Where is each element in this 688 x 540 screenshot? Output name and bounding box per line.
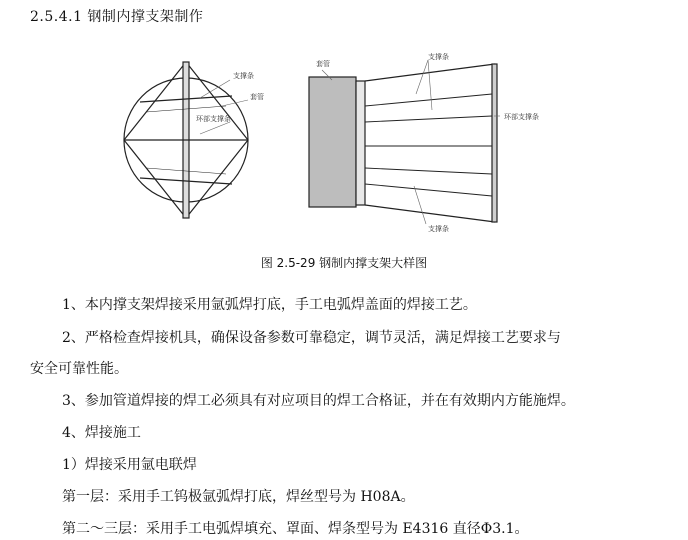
label-sleeve-left: 套管: [250, 93, 264, 101]
figure-caption: 图 2.5-29 钢制内撑支架大样图: [260, 256, 428, 270]
label-sleeve-right: 套管: [316, 60, 330, 68]
paragraph-7: 第二～三层：采用手工电弧焊填充、罩面、焊条型号为 E4316 直径Φ3.1。: [62, 521, 529, 537]
sleeve-block: [309, 77, 356, 207]
paragraph-4: 4、焊接施工: [62, 425, 141, 441]
label-support-bar-top: 支撑条: [428, 53, 449, 61]
label-support-bar-bottom: 支撑条: [428, 225, 449, 233]
frame-bottom: [365, 205, 495, 222]
support-frame-drawing: [0, 50, 688, 250]
end-view: [124, 62, 248, 218]
paragraph-5: 1）焊接采用氩电联焊: [62, 457, 197, 473]
sleeve-collar: [356, 81, 365, 205]
frame-top: [365, 64, 495, 81]
right-tip-bottom: [186, 140, 248, 218]
label-ring-support-bar-right: 环部支撑条: [504, 113, 539, 121]
paragraph-2-continued: 安全可靠性能。: [30, 361, 128, 377]
section-heading: 2.5.4.1 钢制内撑支架制作: [30, 9, 204, 25]
paragraph-6: 第一层：采用手工钨极氩弧焊打底，焊丝型号为 H08A。: [62, 489, 415, 505]
end-ring: [492, 64, 497, 222]
side-view: [309, 64, 497, 222]
label-ring-support-bar-left: 环部支撑条: [196, 115, 231, 123]
paragraph-2: 2、严格检查焊接机具，确保设备参数可靠稳定，调节灵活，满足焊接工艺要求与: [62, 330, 561, 346]
paragraph-1: 1、本内撑支架焊接采用氩弧焊打底，手工电弧焊盖面的焊接工艺。: [62, 297, 477, 313]
label-support-bar-left: 支撑条: [233, 72, 254, 80]
paragraph-3: 3、参加管道焊接的焊工必须具有对应项目的焊工合格证，并在有效期内方能施焊。: [62, 393, 575, 409]
